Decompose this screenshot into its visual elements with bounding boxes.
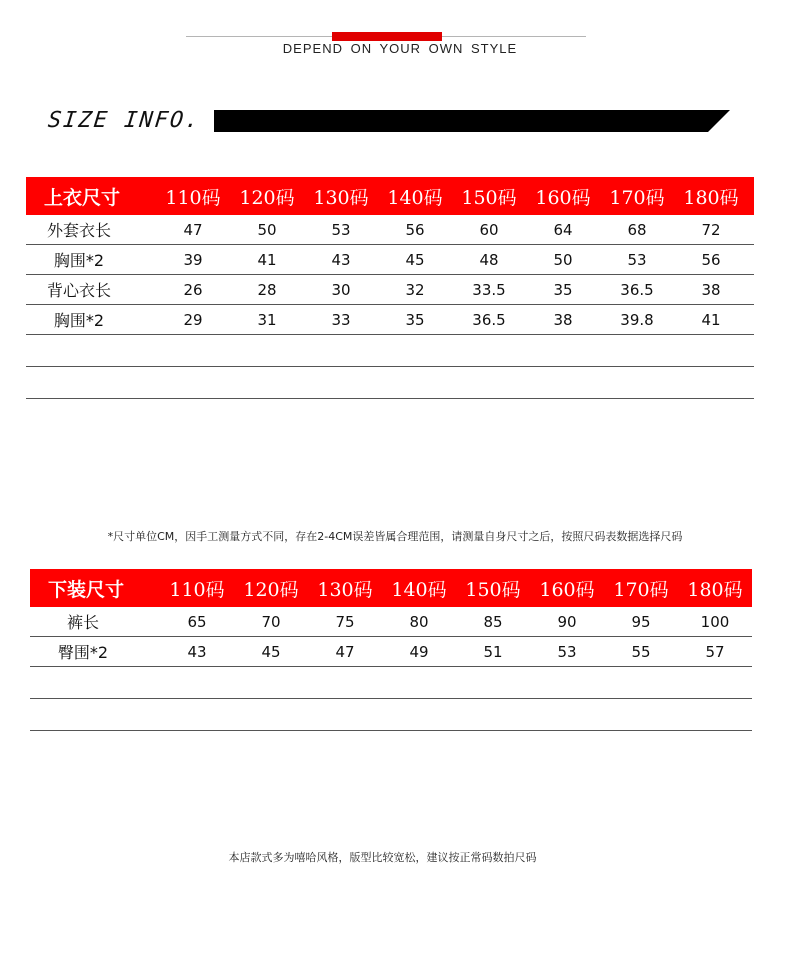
- table-cell: 32: [405, 280, 425, 299]
- size-header: 130码: [313, 186, 369, 209]
- table-cell: 39.8: [620, 310, 654, 329]
- table-cell: 43: [331, 250, 351, 269]
- table-cell: 29: [183, 310, 203, 329]
- size-header: 170码: [613, 578, 669, 601]
- table-cell: 72: [701, 220, 721, 239]
- size-info-title: SIZE INFO.: [46, 108, 202, 133]
- size-header: 180码: [687, 578, 743, 601]
- table-cell: 47: [335, 642, 355, 661]
- empty-table-row: [26, 335, 754, 367]
- table-cell: 57: [705, 642, 725, 661]
- bottoms-size-table: [30, 569, 752, 731]
- footer-note: 本店款式多为嘻哈风格，版型比较宽松，建议按正常码数拍尺码: [228, 851, 537, 864]
- table-cell: 51: [483, 642, 503, 661]
- empty-table-row: [30, 699, 752, 731]
- table-cell: 49: [409, 642, 429, 661]
- table-row: [26, 245, 754, 275]
- empty-table-row: [30, 667, 752, 699]
- table-cell: 38: [701, 280, 721, 299]
- table-cell: 33.5: [472, 280, 506, 299]
- tops-header-label: 上衣尺寸: [44, 186, 121, 209]
- table-cell: 56: [701, 250, 721, 269]
- table-cell: 26: [183, 280, 203, 299]
- banner-black-bar: [214, 110, 730, 132]
- table-cell: 53: [557, 642, 577, 661]
- tops-size-table: [26, 177, 754, 399]
- table-cell: 80: [409, 612, 429, 631]
- table-cell: 53: [331, 220, 351, 239]
- tops-header-row: [26, 177, 754, 215]
- row-label: 臀围*2: [57, 643, 109, 662]
- table-cell: 43: [187, 642, 207, 661]
- size-header: 150码: [465, 578, 521, 601]
- table-cell: 50: [553, 250, 573, 269]
- table-cell: 50: [257, 220, 277, 239]
- size-header: 120码: [239, 186, 295, 209]
- table-cell: 95: [631, 612, 651, 631]
- table-cell: 41: [701, 310, 721, 329]
- table-cell: 100: [700, 612, 730, 631]
- size-header: 180码: [683, 186, 739, 209]
- table-cell: 70: [261, 612, 281, 631]
- bottoms-header-label: 下装尺寸: [48, 578, 125, 601]
- size-header: 150码: [461, 186, 517, 209]
- table-cell: 38: [553, 310, 573, 329]
- size-header: 130码: [317, 578, 373, 601]
- table-cell: 45: [261, 642, 281, 661]
- table-cell: 36.5: [472, 310, 506, 329]
- tagline: DEPEND ON YOUR OWN STYLE: [282, 41, 518, 56]
- size-header: 160码: [535, 186, 591, 209]
- measurement-note: *尺寸单位CM，因手工测量方式不同，存在2-4CM误差皆属合理范围，请测量自身尺寸之后，按照尺码表数据选择尺码: [107, 530, 683, 543]
- row-label: 外套衣长: [46, 221, 111, 240]
- table-cell: 33: [331, 310, 351, 329]
- table-cell: 47: [183, 220, 203, 239]
- size-header: 170码: [609, 186, 665, 209]
- table-cell: 45: [405, 250, 425, 269]
- table-cell: 41: [257, 250, 277, 269]
- table-cell: 65: [187, 612, 207, 631]
- row-label: 背心衣长: [46, 281, 111, 300]
- empty-table-row: [26, 367, 754, 399]
- table-cell: 48: [479, 250, 499, 269]
- table-cell: 55: [631, 642, 651, 661]
- table-cell: 60: [479, 220, 499, 239]
- table-row: [26, 215, 754, 245]
- table-cell: 56: [405, 220, 425, 239]
- table-cell: 35: [405, 310, 425, 329]
- table-cell: 36.5: [620, 280, 654, 299]
- table-cell: 90: [557, 612, 577, 631]
- row-label: 裤长: [66, 613, 99, 632]
- size-header: 140码: [391, 578, 447, 601]
- table-cell: 64: [553, 220, 573, 239]
- top-red-accent: [332, 32, 442, 41]
- size-header: 110码: [169, 578, 225, 601]
- row-label: 胸围*2: [53, 311, 105, 330]
- table-cell: 85: [483, 612, 503, 631]
- table-cell: 75: [335, 612, 355, 631]
- size-header: 140码: [387, 186, 443, 209]
- table-cell: 68: [627, 220, 647, 239]
- row-label: 胸围*2: [53, 251, 105, 270]
- size-header: 110码: [165, 186, 221, 209]
- bottoms-header-row: [30, 569, 752, 607]
- table-cell: 35: [553, 280, 573, 299]
- table-cell: 31: [257, 310, 277, 329]
- table-cell: 53: [627, 250, 647, 269]
- table-cell: 30: [331, 280, 351, 299]
- size-header: 160码: [539, 578, 595, 601]
- table-row: [30, 637, 752, 667]
- table-cell: 39: [183, 250, 203, 269]
- size-header: 120码: [243, 578, 299, 601]
- table-row: [26, 305, 754, 335]
- table-cell: 28: [257, 280, 277, 299]
- table-row: [30, 607, 752, 637]
- table-row: [26, 275, 754, 305]
